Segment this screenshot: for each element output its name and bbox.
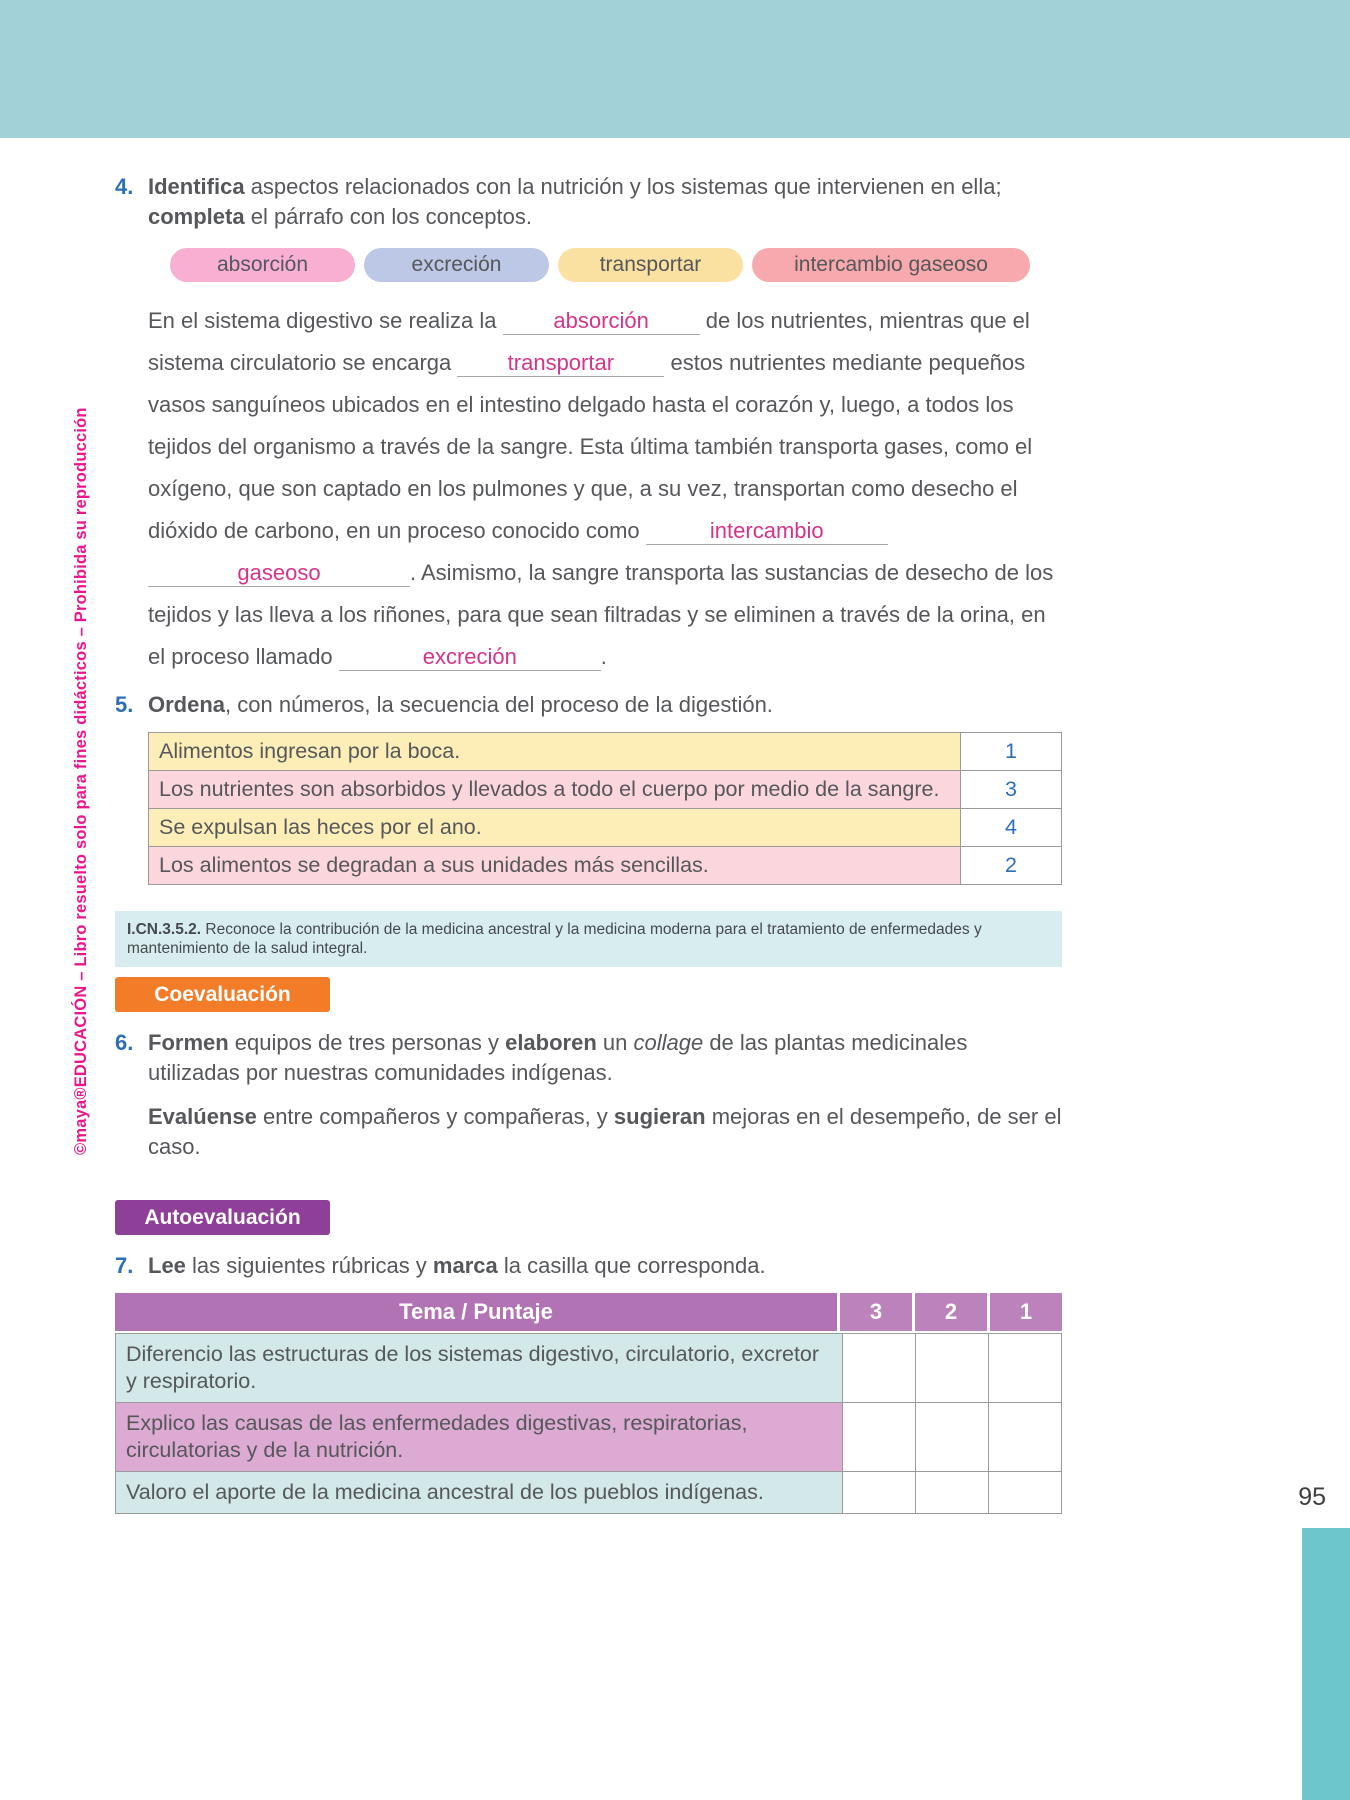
answer-blank-intercambio[interactable]: intercambio xyxy=(646,518,888,545)
digestion-order-table xyxy=(148,732,1062,885)
exercise-7-number: 7. xyxy=(115,1253,134,1278)
coevaluacion-badge: Coevaluación xyxy=(115,977,330,1012)
exercise-6-text-5: mejoras en el desempeño, de ser el caso. xyxy=(148,1104,1062,1159)
rubric-header-title: Tema / Puntaje xyxy=(115,1293,837,1331)
standard-code: I.CN.3.5.2. xyxy=(127,921,202,938)
table-row xyxy=(149,809,1061,847)
rubric-score-cell[interactable] xyxy=(842,1334,915,1402)
table-row xyxy=(149,771,1061,809)
rubric-score-cell[interactable] xyxy=(915,1472,988,1513)
paragraph-text-5: . xyxy=(600,644,607,669)
paragraph-text-2: de los nutrientes, mientras que el sistema circulatorio se encarga xyxy=(148,308,1030,375)
page-content xyxy=(115,172,1062,1514)
concept-pill-transportar: transportar xyxy=(558,248,743,282)
rubric-score-cell[interactable] xyxy=(988,1472,1061,1513)
rubric-row-text: Diferencio las estructuras de los sistemas digestivo, circulatorio, excretor y respiratorio. xyxy=(116,1334,842,1402)
table-row xyxy=(149,847,1061,884)
rubric-table xyxy=(115,1293,1062,1514)
rubric-header-score-1: 1 xyxy=(990,1293,1062,1331)
rubric-header-row xyxy=(115,1293,1062,1331)
standard-text: Reconoce la contribución de la medicina ancestral y la medicina moderna para el tratamiento de enfermedades y mantenimiento de la salud integral. xyxy=(127,921,982,957)
paragraph-text-4: . Asimismo, la sangre transporta las sustancias de desecho de los tejidos y las lleva a los riñones, para que sean filtradas y se eliminen a través de la orina, en el proceso llamado xyxy=(148,560,1054,669)
rubric-body xyxy=(115,1333,1062,1514)
exercise-4-heading-bold-2: completa xyxy=(148,204,245,229)
exercise-6-number: 6. xyxy=(115,1030,134,1055)
copyright-vertical-text: ©maya®EDUCACIÓN – Libro resuelto solo para fines didácticos – Prohibida su reproducción xyxy=(72,407,90,1155)
rubric-score-cell[interactable] xyxy=(842,1403,915,1471)
curriculum-standard-bar xyxy=(115,911,1062,967)
exercise-7-heading xyxy=(148,1251,1062,1281)
exercise-6-text-2: un xyxy=(596,1030,634,1055)
table-row xyxy=(149,733,1061,771)
exercise-6-text-3: de las plantas medicinales utilizadas por nuestras comunidades indígenas. xyxy=(148,1030,968,1085)
page-number: 95 xyxy=(1298,1483,1326,1511)
exercise-7-bold-2: marca xyxy=(432,1253,498,1278)
concept-pill-absorcion: absorción xyxy=(170,248,355,282)
order-row-text: Los alimentos se degradan a sus unidades más sencillas. xyxy=(149,847,960,884)
exercise-4-number: 4. xyxy=(115,174,134,199)
rubric-score-cell[interactable] xyxy=(842,1472,915,1513)
exercise-6-paragraph-1 xyxy=(148,1028,1062,1088)
exercise-5-number: 5. xyxy=(115,692,134,717)
exercise-6-italic: collage xyxy=(633,1030,704,1055)
rubric-row xyxy=(116,1471,1061,1513)
rubric-score-cell[interactable] xyxy=(988,1334,1061,1402)
exercise-4-heading-bold-1: Identifica xyxy=(148,174,245,199)
concept-pill-excrecion: excreción xyxy=(364,248,549,282)
exercise-6 xyxy=(115,1028,1062,1162)
answer-blank-absorcion[interactable]: absorción xyxy=(503,308,700,335)
exercise-4-heading-text-2: el párrafo con los conceptos. xyxy=(244,204,532,229)
rubric-row-text: Explico las causas de las enfermedades digestivas, respiratorias, circulatorias y de la nutrición. xyxy=(116,1403,842,1471)
order-answer-cell[interactable]: 2 xyxy=(960,847,1061,884)
answer-blank-transportar[interactable]: transportar xyxy=(457,350,664,377)
rubric-row xyxy=(116,1402,1061,1471)
rubric-row-text: Valoro el aporte de la medicina ancestral de los pueblos indígenas. xyxy=(116,1472,842,1513)
exercise-6-paragraph-2 xyxy=(148,1102,1062,1162)
order-row-text: Alimentos ingresan por la boca. xyxy=(149,733,960,770)
concept-pills xyxy=(170,248,1062,282)
rubric-header-score-3: 3 xyxy=(840,1293,912,1331)
exercise-6-body xyxy=(148,1028,1062,1162)
exercise-7-bold-1: Lee xyxy=(148,1253,186,1278)
fill-in-paragraph xyxy=(148,300,1062,678)
exercise-6-bold-1: Formen xyxy=(148,1030,229,1055)
exercise-6-text-4: entre compañeros y compañeras, y xyxy=(256,1104,614,1129)
rubric-score-cell[interactable] xyxy=(915,1334,988,1402)
order-row-text: Se expulsan las heces por el ano. xyxy=(149,809,960,846)
autoevaluacion-badge: Autoevaluación xyxy=(115,1200,330,1235)
paragraph-text-1: En el sistema digestivo se realiza la xyxy=(148,308,503,333)
exercise-6-text-1: equipos de tres personas y xyxy=(228,1030,506,1055)
order-answer-cell[interactable]: 3 xyxy=(960,771,1061,808)
exercise-7-text-1: las siguientes rúbricas y xyxy=(185,1253,433,1278)
concept-pill-intercambio-gaseoso: intercambio gaseoso xyxy=(752,248,1030,282)
exercise-4-heading xyxy=(148,172,1062,232)
exercise-7-text-2: la casilla que corresponda. xyxy=(497,1253,766,1278)
rubric-row xyxy=(116,1334,1061,1402)
order-answer-cell[interactable]: 4 xyxy=(960,809,1061,846)
exercise-4 xyxy=(115,172,1062,232)
paragraph-text-3: estos nutrientes mediante pequeños vasos sanguíneos ubicados en el intestino delgado hasta el corazón y, luego, a todos los tejidos del organismo a través de la sangre. Esta última también transporta gases, como el oxígeno, que son captado en los pulmones y que, a su vez, transportan como desecho el dióxido de carbono, en un proceso conocido como xyxy=(148,350,1033,543)
order-answer-cell[interactable]: 1 xyxy=(960,733,1061,770)
exercise-6-bold-3: Evalúense xyxy=(148,1104,257,1129)
exercise-6-bold-4: sugieran xyxy=(613,1104,706,1129)
exercise-4-heading-text-1: aspectos relacionados con la nutrición y los sistemas que intervienen en ella; xyxy=(244,174,1002,199)
rubric-score-cell[interactable] xyxy=(988,1403,1061,1471)
top-color-band xyxy=(0,0,1350,138)
rubric-score-cell[interactable] xyxy=(915,1403,988,1471)
answer-blank-excrecion[interactable]: excreción xyxy=(339,644,601,671)
edge-color-strip xyxy=(1302,1528,1350,1800)
rubric-header-score-2: 2 xyxy=(915,1293,987,1331)
answer-blank-gaseoso[interactable]: gaseoso xyxy=(148,560,410,587)
exercise-5-heading xyxy=(148,690,1062,720)
order-row-text: Los nutrientes son absorbidos y llevados a todo el cuerpo por medio de la sangre. xyxy=(149,771,960,808)
exercise-6-bold-2: elaboren xyxy=(505,1030,597,1055)
exercise-5 xyxy=(115,690,1062,720)
exercise-5-heading-text: , con números, la secuencia del proceso de la digestión. xyxy=(225,692,773,717)
exercise-5-heading-bold: Ordena xyxy=(148,692,226,717)
exercise-7 xyxy=(115,1251,1062,1281)
